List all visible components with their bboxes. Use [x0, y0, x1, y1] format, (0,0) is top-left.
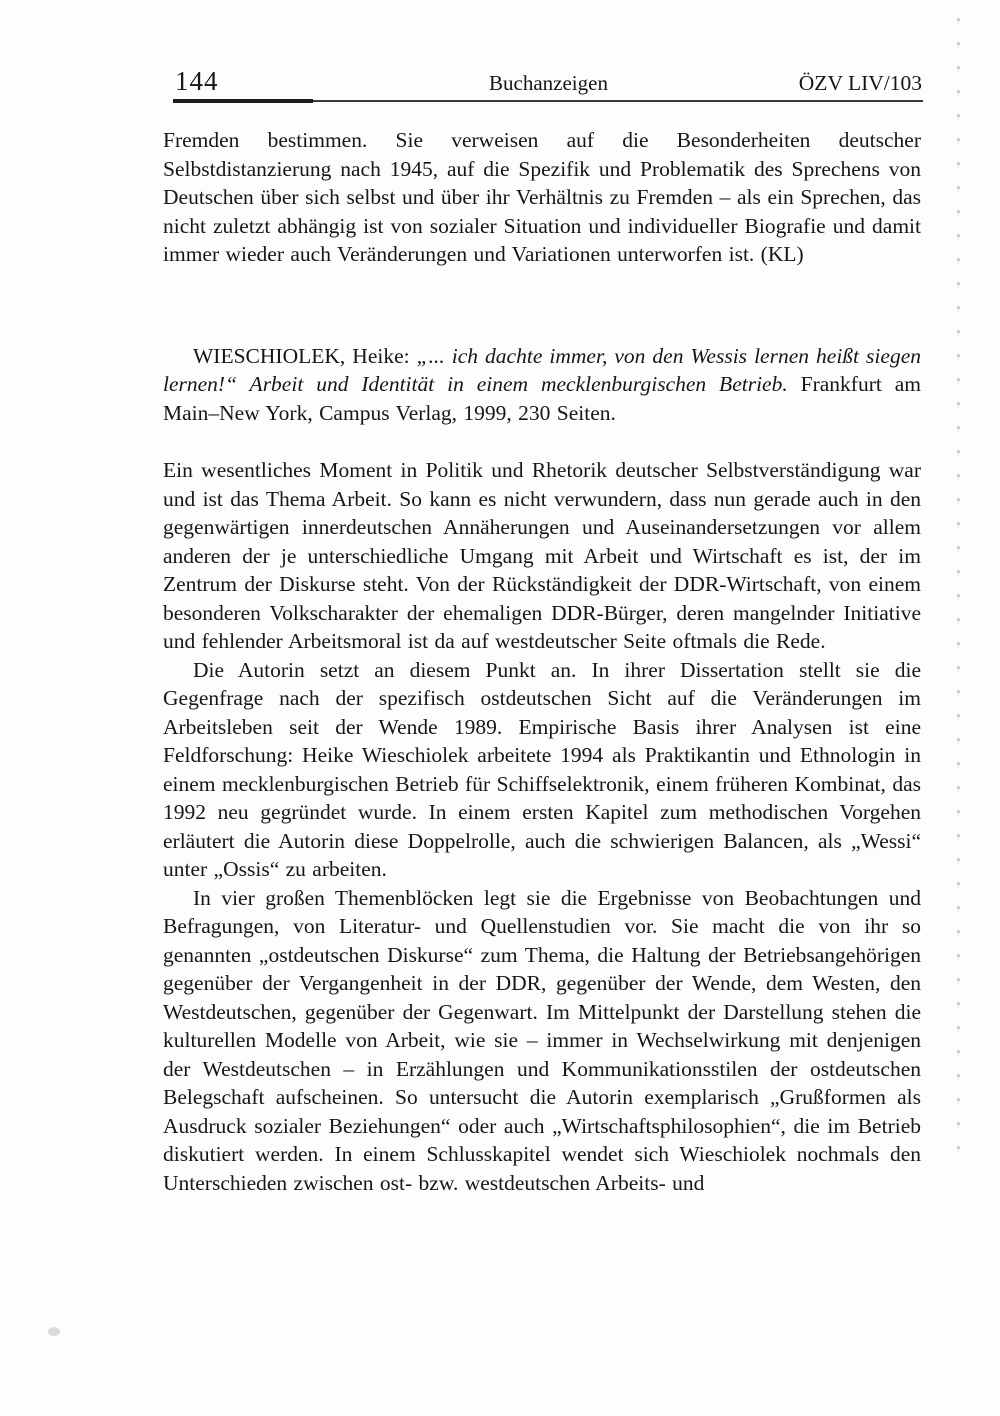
continuation-paragraph: Fremden bestimmen. Sie verweisen auf die Besonderheiten deutscher Selbstdistanzierung nach 1945, auf die Spezifik und Problematik des Sprechens von Deutschen über sich selbst und über ihr Verhältnis zu Fremden – als ein Sprechen, das nicht zuletzt abhängig ist von sozialer Situation und individueller Biografie und damit immer wieder auch Veränderungen und Variationen unterworfen ist. (KL) — [163, 128, 921, 266]
section-title: Buchanzeigen — [489, 71, 608, 95]
book-citation — [163, 342, 921, 428]
review-paragraph-1: Ein wesentliches Moment in Politik und Rhetorik deutscher Selbstverständigung war und ist das Thema Arbeit. So kann es nicht verwundern, dass nun gerade auch in den gegenwärtigen innerdeutschen Annäherungen und Auseinandersetzungen vor allem anderen der je unterschiedliche Umgang mit Arbeit und Wirtschaft es ist, der im Zentrum der Diskurse steht. Von der Rückständigkeit der DDR-Wirtschaft, von einem besonderen Volkscharakter der ehemaligen DDR-Bürger, deren mangelnder Initiative und fehlender Arbeitsmoral ist da auf westdeutscher Seite oftmals die Rede. — [163, 458, 921, 653]
header-rule — [173, 100, 923, 102]
citation-title: „... ich dachte immer, von den Wessis lernen heißt siegen lernen!“ Arbeit und Identität in einem mecklenburgischen Betrieb. — [163, 343, 921, 396]
citation-imprint: Frankfurt am Main–New York, Campus Verlag, 1999, 230 Seiten. — [163, 372, 921, 425]
header-rule-accent — [173, 99, 313, 103]
running-head — [175, 66, 922, 97]
review-paragraph-2: Die Autorin setzt an diesem Punkt an. In ihrer Dissertation stellt sie die Gegenfrage nach der spezifisch ostdeutschen Sicht auf die Veränderungen im Arbeitsleben seit der Wende 1989. Empirische Basis ihrer Analysen ist eine Feldforschung: Heike Wieschiolek arbeitete 1994 als Praktikantin und Ethnologin in einem mecklenburgischen Betrieb für Schiffselektronik, einem früheren Kombinat, das 1992 neu gegründet wurde. In einem ersten Kapitel zum methodischen Vorgehen erläutert die Autorin diese Doppelrolle, auch die schwierigen Balancen, als „Wessi“ unter „Ossis“ zu arbeiten. — [163, 657, 921, 881]
journal-volume-ref: ÖZV LIV/103 — [798, 71, 922, 95]
scan-artifact-right-edge — [957, 18, 960, 1158]
citation-author: WIESCHIOLEK, Heike: — [193, 343, 417, 368]
page-number: 144 — [175, 66, 219, 96]
review-paragraph-3: In vier großen Themenblöcken legt sie die Ergebnisse von Beobachtungen und Befragungen, von Literatur- und Quellenstudien vor. Sie macht die von ihr so genannten „ostdeutschen Diskurse“ zum Thema, die Haltung der Betriebsangehörigen gegenüber der Vergangenheit in der DDR, gegenüber der Wende, dem Westen, den Westdeutschen, gegenüber der Gegenwart. Im Mittelpunkt der Darstellung stehen die kulturellen Modelle von Arbeit, wie sie – immer in Wechselwirkung mit denjenigen der Westdeutschen – in Erzählungen und Kommunikationsstilen der ostdeutschen Belegschaft aufscheinen. So untersucht die Autorin exemplarisch „Grußformen als Ausdruck sozialer Beziehungen“ oder auch „Wirtschaftsphilosophien“, die im Betrieb diskutiert werden. In einem Schlusskapitel wendet sich Wieschiolek nochmals den Unterschieden zwischen ost- bzw. westdeutschen Arbeits- und — [163, 885, 921, 1195]
scan-artifact-smudge — [48, 1327, 60, 1336]
page-body — [163, 126, 921, 1197]
